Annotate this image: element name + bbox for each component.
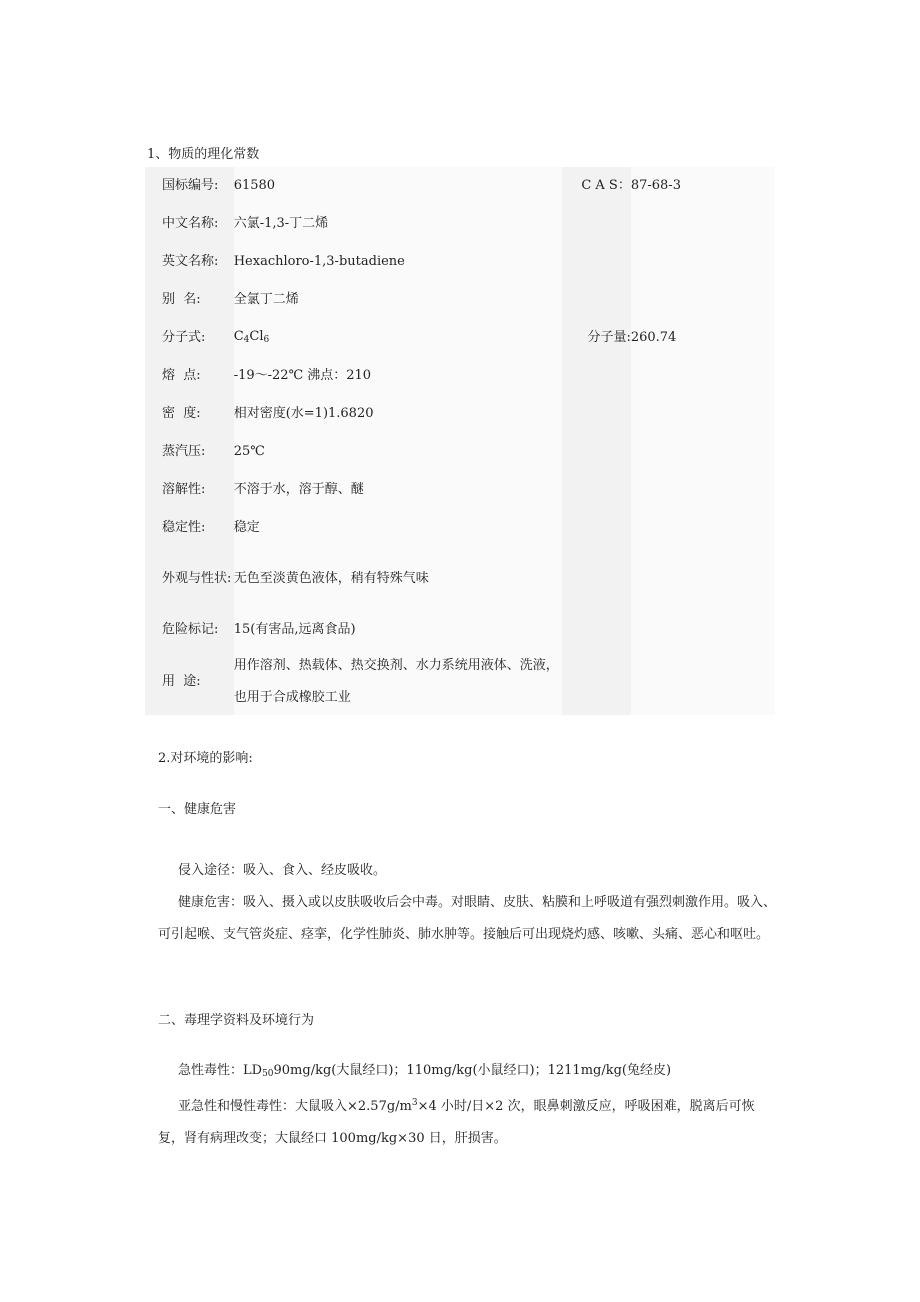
value-melting-point: -19～-22℃ 沸点：210 [234, 357, 563, 395]
value-density: 相对密度(水=1)1.6820 [234, 395, 563, 433]
value-hazard-mark: 15(有害品,远离食品) [234, 611, 563, 649]
table-row [145, 547, 775, 611]
label-cas-id: 国标编号: [162, 178, 219, 193]
value-english-name: Hexachloro-1,3-butadiene [234, 243, 563, 281]
label-vapor-pressure: 蒸汽压: [162, 444, 206, 459]
toxicology-title: 二、毒理学资料及环境行为 [158, 1013, 315, 1028]
value-molecular-weight: 260.74 [631, 319, 775, 357]
value-formula: $C_4Cl_6$ [234, 319, 563, 357]
table-row [145, 471, 775, 509]
label-usage: 用 途: [162, 674, 201, 689]
acute-toxicity-paragraph: 急性毒性：$LD_{50}90mg/kg$(大鼠经口)；110mg/kg(小鼠经口)；1211mg/kg(兔经皮) [178, 1063, 672, 1079]
table-row [145, 167, 775, 205]
value-vapor-pressure: 25℃ [234, 433, 563, 471]
label-molecular-weight: 分子量: [562, 319, 631, 357]
value-cas: 87-68-3 [631, 167, 775, 205]
table-row [145, 243, 775, 281]
health-harm-paragraph: 健康危害：吸入、摄入或以皮肤吸收后会中毒。对眼睛、皮肤、粘膜和上呼吸道有强烈刺激作用。吸入、可引起喉、支气管炎症、痉挛，化学性肺炎、肺水肿等。接触后可出现烧灼感、咳嗽、头痛、恶心和呕吐。 [158, 895, 777, 942]
label-melting-point: 熔 点: [162, 368, 201, 383]
section2-title: 2.对环境的影响: [158, 751, 253, 766]
value-appearance: 无色至淡黄色液体，稍有特殊气味 [234, 547, 563, 611]
label-alias: 别 名: [162, 292, 201, 307]
value-chinese-name: 六氯-1,3-丁二烯 [234, 205, 563, 243]
table-row [145, 395, 775, 433]
label-stability: 稳定性: [162, 520, 206, 535]
label-appearance: 外观与性状: [162, 571, 232, 586]
value-solubility: 不溶于水，溶于醇、醚 [234, 471, 563, 509]
value-stability: 稳定 [234, 509, 563, 547]
label-formula: 分子式: [162, 330, 206, 345]
label-english-name: 英文名称: [162, 254, 219, 269]
label-cas: C A S： [562, 167, 631, 205]
section1-title: 1、物质的理化常数 [147, 147, 260, 162]
table-row [145, 611, 775, 649]
health-hazard-title: 一、健康危害 [158, 802, 237, 817]
table-row [145, 357, 775, 395]
table-row [145, 319, 775, 357]
properties-table [145, 167, 775, 715]
route-paragraph: 侵入途径：吸入、食入、经皮吸收。 [178, 863, 387, 878]
label-density: 密 度: [162, 406, 201, 421]
label-chinese-name: 中文名称: [162, 216, 219, 231]
chronic-toxicity-paragraph: 亚急性和慢性毒性：大鼠吸入$\times 2.57g/m^3\times 4$ 小时/日×2 次，眼鼻刺激反应，呼吸困难，脱离后可恢复，肾有病理改变；大鼠经口 100mg/kg×30 日，肝损害。 [158, 1098, 755, 1146]
label-solubility: 溶解性: [162, 482, 206, 497]
table-row [145, 205, 775, 243]
table-row [145, 509, 775, 547]
value-alias: 全氯丁二烯 [234, 281, 563, 319]
table-row [145, 281, 775, 319]
value-usage: 用作溶剂、热载体、热交换剂、水力系统用液体、洗液，也用于合成橡胶工业 [234, 649, 563, 715]
value-cas-id: 61580 [234, 167, 563, 205]
table-row [145, 649, 775, 715]
table-row [145, 433, 775, 471]
label-hazard-mark: 危险标记: [162, 622, 219, 637]
